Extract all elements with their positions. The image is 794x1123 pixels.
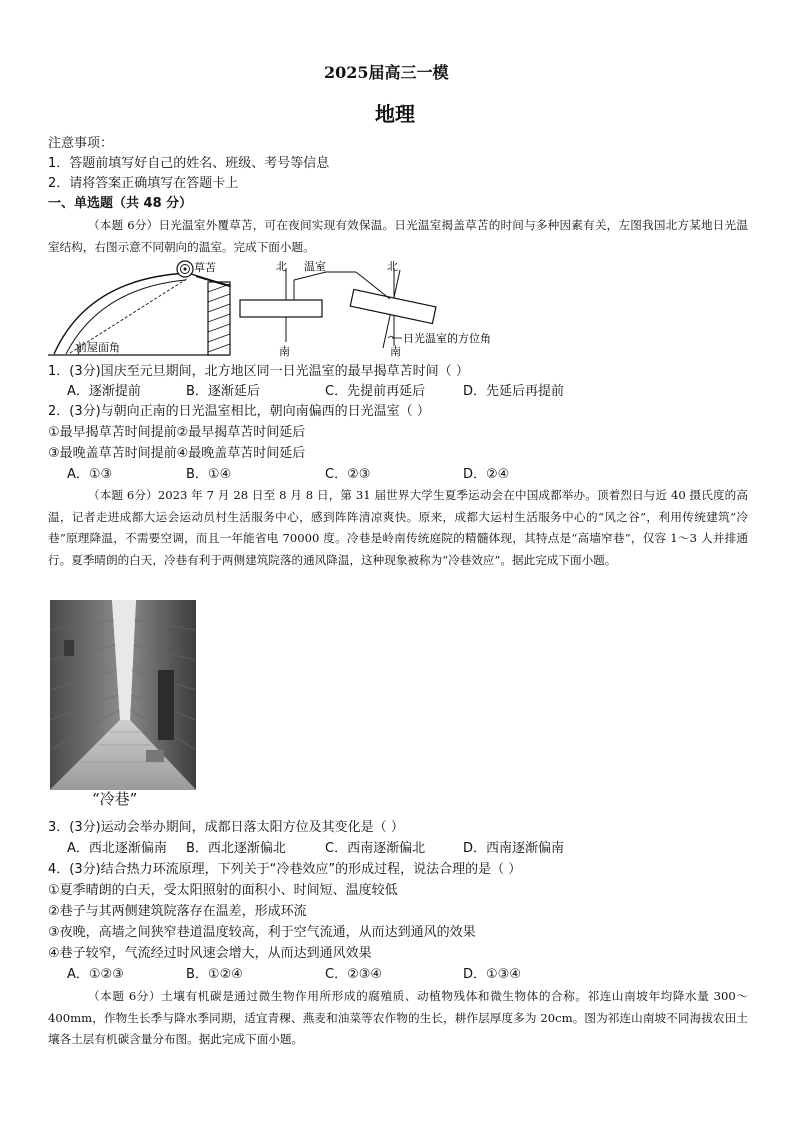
q4-line-2: ②巷子与其两侧建筑院落存在温差，形成环流 [48, 904, 307, 919]
q1-option-b[interactable]: B．逐渐延后 [186, 384, 260, 399]
question-2-stem: 2．(3分)与朝向正南的日光温室相比，朝向南偏西的日光温室（ ） [48, 404, 430, 419]
q4-line-3: ③夜晚，高墙之间狭窄巷道温度较高，利于空气流通，从而达到通风的效果 [48, 925, 476, 940]
cold-alley-photo [50, 600, 196, 790]
notice-heading: 注意事项： [48, 136, 114, 151]
label-fangwei: 日光温室的方位角 [403, 332, 491, 345]
label-south-1: 南 [279, 345, 290, 358]
q3-option-d[interactable]: D．西南逐渐偏南 [463, 841, 565, 856]
q1-option-c[interactable]: C．先提前再延后 [325, 384, 426, 399]
intro-paragraph-2: （本题 6分）2023 年 7 月 28 日至 8 月 8 日，第 31 届世界大学生夏季运动会在中国成都举办。顶着烈日与近 40 摄氏度的高温，记者走进成都大运会运动员村生活服务中心，感到阵阵清凉爽快。原来，成都大运村生活服务中心的“风之谷”，利用传统建筑“冷巷”原理降温，不需要空调，而且一年能省电 70000 度。冷巷是岭南传统庭院的精髓体现，其特点是“高墙窄巷”，仅容 1～3 人并排通行。夏季晴朗的白天，冷巷有利于两侧建筑院落的通风降温，这种现象被称为“冷巷效应”。据此完成下面小题。 [48, 488, 748, 567]
q4-line-4: ④巷子较窄，气流经过时风速会增大，从而达到通风效果 [48, 946, 372, 961]
q3-option-b[interactable]: B．西北逐渐偏北 [186, 841, 286, 856]
q2-option-d[interactable]: D．②④ [463, 467, 510, 482]
q4-option-c[interactable]: C．②③④ [325, 967, 383, 982]
q3-option-a[interactable]: A．西北逐渐偏南 [67, 841, 167, 856]
q4-option-a[interactable]: A．①②③ [67, 967, 124, 982]
q4-option-b[interactable]: B．①②④ [186, 967, 243, 982]
section-heading: 一、单选题（共 48 分） [48, 196, 193, 211]
q3-option-c[interactable]: C．西南逐渐偏北 [325, 841, 426, 856]
subject-title: 地理 [375, 102, 415, 126]
label-wenshi: 温室 [304, 260, 326, 273]
question-1-stem: 1．(3分)国庆至元旦期间，北方地区同一日光温室的最早揭草苫时间（ ） [48, 364, 469, 379]
notice-item-1: 1．答题前填写好自己的姓名、班级、考号等信息 [48, 156, 330, 171]
q2-option-a[interactable]: A．①③ [67, 467, 113, 482]
q1-option-d[interactable]: D．先延后再提前 [463, 384, 565, 399]
label-caoshan: 草苫 [194, 261, 216, 274]
q2-line-2: ③最晚盖草苫时间提前④最晚盖草苫时间延后 [48, 446, 306, 461]
greenhouse-figure [48, 258, 518, 358]
exam-title: 2025届高三一模 [324, 63, 449, 82]
label-south-2: 南 [390, 345, 401, 358]
q4-line-1: ①夏季晴朗的白天，受太阳照射的面积小、时间短、温度较低 [48, 883, 398, 898]
photo-caption: “冷巷” [92, 790, 138, 808]
q2-line-1: ①最早揭草苫时间提前②最早揭草苫时间延后 [48, 425, 306, 440]
notice-item-2: 2．请将答案正确填写在答题卡上 [48, 176, 239, 191]
q2-option-c[interactable]: C．②③ [325, 467, 371, 482]
q4-option-d[interactable]: D．①③④ [463, 967, 521, 982]
label-north-1: 北 [276, 260, 287, 273]
q1-option-a[interactable]: A．逐渐提前 [67, 384, 141, 399]
label-north-2: 北 [387, 260, 398, 273]
q2-option-b[interactable]: B．①④ [186, 467, 232, 482]
question-3-stem: 3．(3分)运动会举办期间，成都日落太阳方位及其变化是（ ） [48, 820, 404, 835]
question-4-stem: 4．(3分)结合热力环流原理，下列关于“冷巷效应”的形成过程，说法合理的是（ ） [48, 862, 522, 877]
intro-paragraph-3: （本题 6分）土壤有机碳是通过微生物作用所形成的腐殖质、动植物残体和微生物体的合称。祁连山南坡年均降水量 300～400mm，作物生长季与降水季同期，适宜青稞、燕麦和油菜等农作物的生长，耕作层厚度多为 20cm。图为祁连山南坡不同海拔农田土壤各土层有机碳含量分布图。据此完成下面小题。 [48, 989, 748, 1046]
label-qianwu: 前屋面角 [76, 341, 120, 354]
intro-paragraph-1: （本题 6分）日光温室外覆草苫，可在夜间实现有效保温。日光温室揭盖草苫的时间与多种因素有关，左图我国北方某地日光温室结构，右图示意不同朝向的温室。完成下面小题。 [48, 218, 748, 254]
